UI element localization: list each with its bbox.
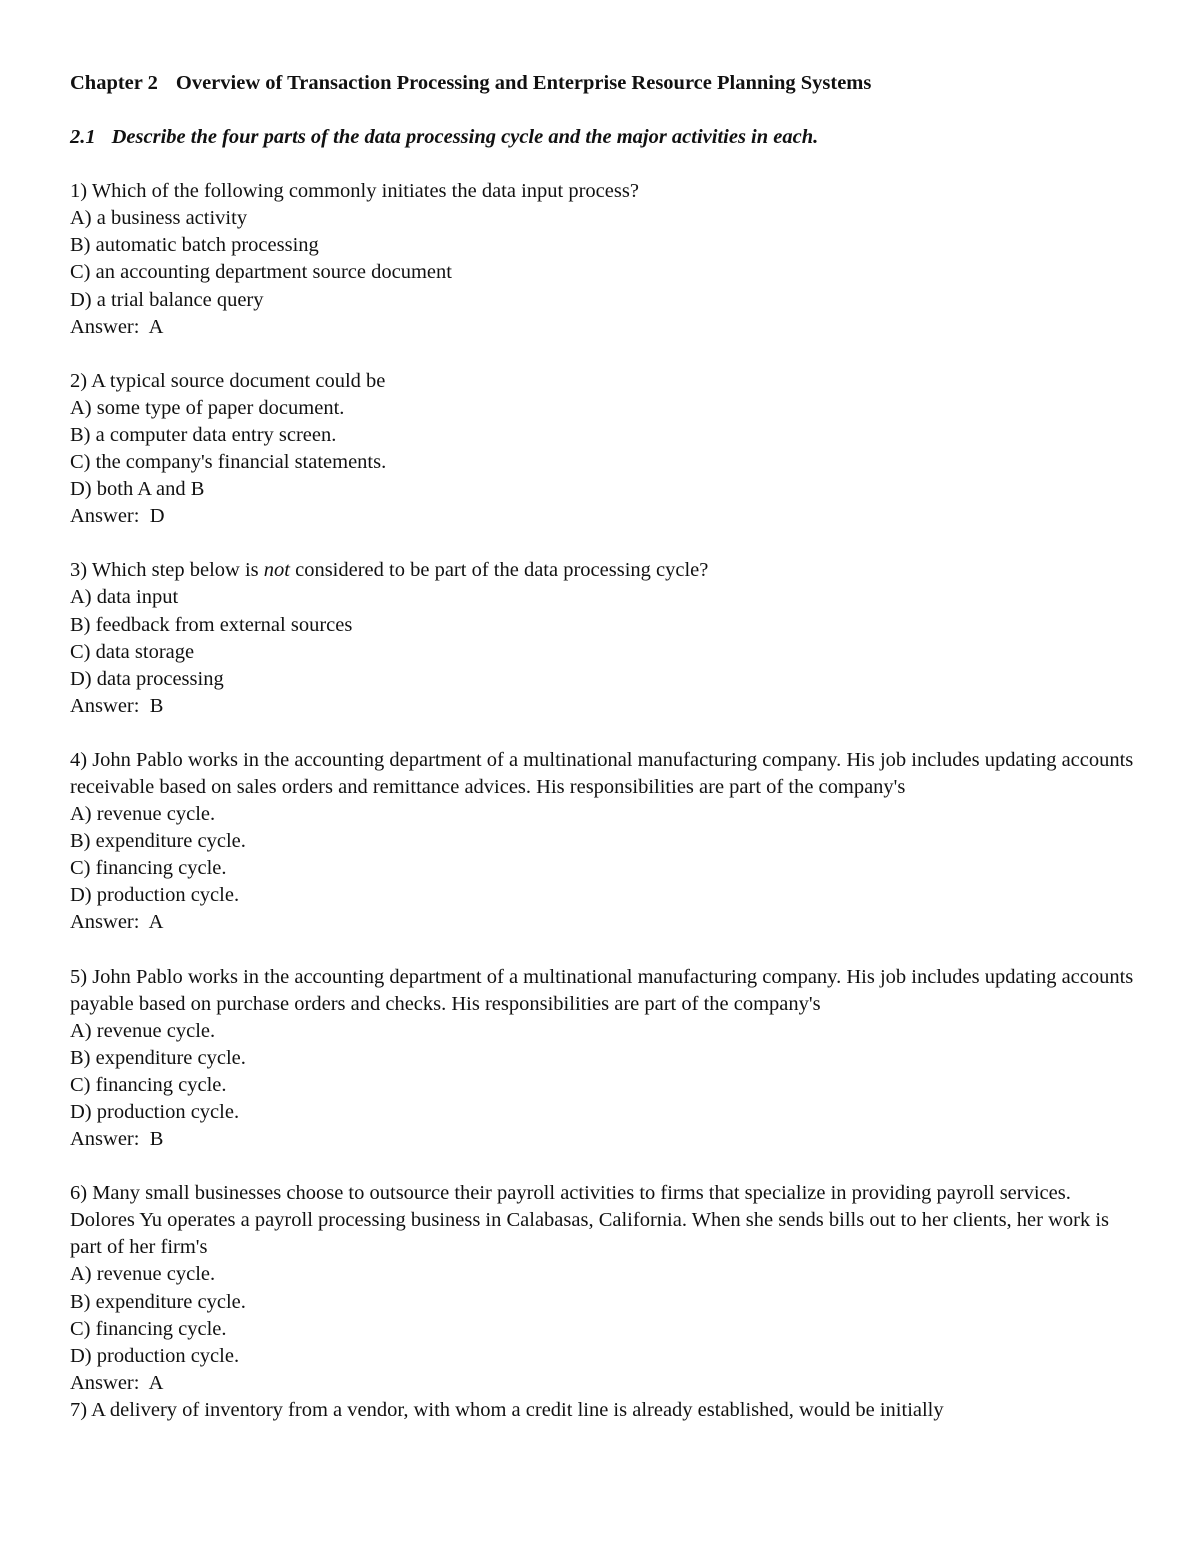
question-7: [70, 1397, 1140, 1424]
question-1: [70, 178, 1140, 341]
chapter-number: Chapter 2: [70, 72, 158, 94]
option-d: D) a trial balance query: [70, 288, 264, 311]
question-2: [70, 368, 1140, 531]
question-6: [70, 1180, 1140, 1397]
option-a: A) a business activity: [70, 207, 248, 230]
option-c: C) financing cycle.: [70, 1317, 227, 1340]
section-number: 2.1: [70, 126, 96, 149]
option-d: D) both A and B: [70, 478, 205, 501]
answer-line: Answer: A: [70, 315, 164, 338]
question-5: [70, 964, 1140, 1154]
question-3: [70, 557, 1140, 720]
question-stem: 1) Which of the following commonly initiates the data input process?: [70, 180, 639, 203]
question-stem: [70, 557, 1140, 584]
question-stem: 2) A typical source document could be: [70, 369, 386, 392]
option-b: B) feedback from external sources: [70, 613, 353, 636]
option-b: B) expenditure cycle.: [70, 830, 246, 853]
option-c: C) the company's financial statements.: [70, 451, 387, 474]
section-title: Describe the four parts of the data processing cycle and the major activities in each.: [111, 126, 819, 149]
answer-line: Answer: A: [70, 911, 164, 934]
option-c: C) an accounting department source document: [70, 261, 452, 284]
option-b: B) a computer data entry screen.: [70, 423, 337, 446]
option-b: B) expenditure cycle.: [70, 1046, 246, 1069]
question-stem: 4) John Pablo works in the accounting department of a multinational manufacturing company. His job includes updating accounts receivable based on sales orders and remittance advices. His responsibilities are part of the company's: [70, 748, 1134, 798]
question-stem-after: considered to be part of the data processing cycle?: [289, 559, 709, 582]
option-d: D) production cycle.: [70, 884, 240, 907]
option-d: D) data processing: [70, 667, 224, 690]
option-b: B) expenditure cycle.: [70, 1290, 246, 1313]
section-heading: [70, 124, 1140, 151]
chapter-heading: [70, 70, 1140, 97]
question-stem-before: 3) Which step below is: [70, 559, 264, 582]
answer-line: Answer: B: [70, 694, 164, 717]
option-d: D) production cycle.: [70, 1344, 240, 1367]
option-a: A) revenue cycle.: [70, 1263, 216, 1286]
option-c: C) data storage: [70, 640, 195, 663]
option-a: A) revenue cycle.: [70, 803, 216, 826]
question-stem: 7) A delivery of inventory from a vendor, with whom a credit line is already established, would be initially: [70, 1398, 944, 1421]
option-b: B) automatic batch processing: [70, 234, 319, 257]
option-c: C) financing cycle.: [70, 1073, 227, 1096]
answer-line: Answer: B: [70, 1128, 164, 1151]
option-a: A) some type of paper document.: [70, 396, 345, 419]
option-c: C) financing cycle.: [70, 857, 227, 880]
question-4: [70, 747, 1140, 937]
answer-line: Answer: D: [70, 505, 165, 528]
answer-line: Answer: A: [70, 1371, 164, 1394]
option-d: D) production cycle.: [70, 1101, 240, 1123]
chapter-title: Overview of Transaction Processing and Enterprise Resource Planning Systems: [175, 72, 872, 94]
option-a: A) revenue cycle.: [70, 1019, 216, 1042]
question-stem: 5) John Pablo works in the accounting department of a multinational manufacturing company. His job includes updating accounts payable based on purchase orders and checks. His responsibilities are part of the company's: [70, 965, 1134, 1015]
question-stem: 6) Many small businesses choose to outsource their payroll activities to firms that specialize in providing payroll services. Dolores Yu operates a payroll processing business in Calabasas, California. When she sends bills out to her clients, her work is part of her firm's: [70, 1182, 1110, 1259]
option-a: A) data input: [70, 586, 179, 609]
document-page: [70, 70, 1140, 1451]
question-stem-emphasis: not: [263, 559, 290, 582]
